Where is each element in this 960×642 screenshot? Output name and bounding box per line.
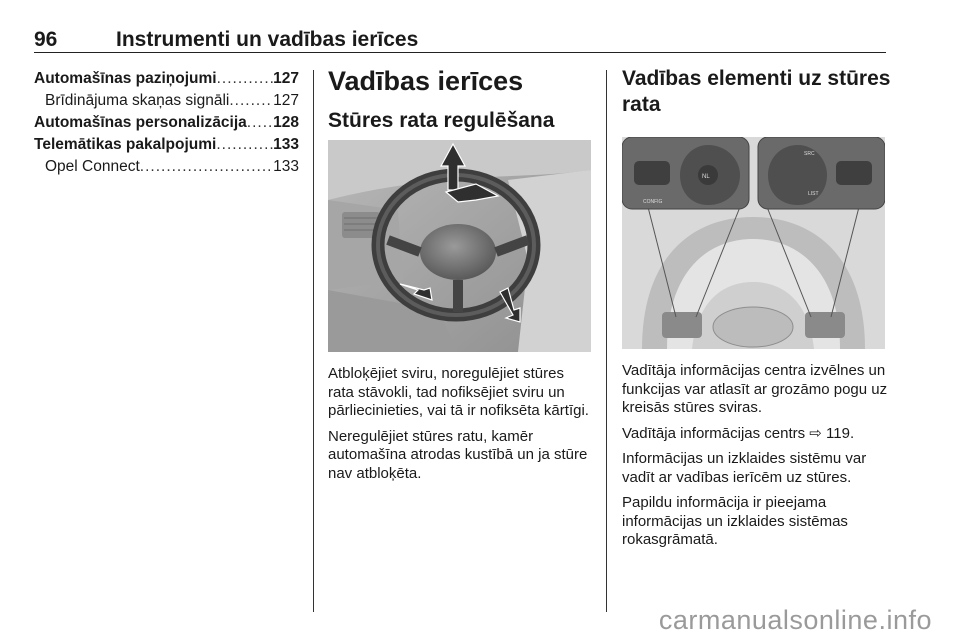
paragraph: Atbloķējiet sviru, noregulējiet stūres rata stāvokli, tad nofiksējiet sviru un pārliecinieties, vai tā ir nofiksēta kārtīgi. (328, 365, 589, 419)
section-wheel-controls (622, 66, 892, 118)
page-header (34, 28, 886, 53)
paragraph: Vadītāja informācijas centra izvēlnes un funkcijas var atlasīt ar grozāmo pogu uz kreisās stūres sviras. (622, 362, 888, 416)
table-of-contents (34, 70, 299, 180)
toc-leader (247, 114, 273, 132)
toc-leader (216, 136, 273, 154)
toc-entry-page: 128 (273, 114, 299, 131)
toc-entry[interactable] (34, 114, 299, 136)
toc-entry-label: Opel Connect (45, 158, 140, 175)
column-divider (606, 70, 607, 612)
toc-entry-label: Automašīnas personalizācija (34, 114, 247, 131)
watermark: carmanualsonline.info (658, 605, 932, 635)
paragraph: Neregulējiet stūres ratu, kamēr automašīna atrodas kustībā un ja stūre nav atbloķēta. (328, 427, 588, 482)
figure-label: NL (702, 174, 710, 180)
column-divider (313, 70, 314, 612)
toc-entry[interactable] (34, 136, 299, 158)
toc-entry-page: 127 (273, 92, 299, 109)
page-title: Instrumenti un vadības ierīces (116, 28, 419, 51)
toc-entry-page: 133 (273, 158, 299, 175)
toc-leader (229, 92, 273, 110)
toc-entry-page: 133 (273, 136, 299, 153)
paragraph: Informācijas un izklaides sistēmu var vadīt ar vadības ierīcēm uz stūres. (622, 450, 867, 486)
toc-leader (217, 70, 274, 88)
wheel-controls-text (622, 362, 890, 557)
steering-adjust-text (328, 365, 593, 490)
paragraph: Vadītāja informācijas centrs ⇨ 119. (622, 424, 855, 442)
figure-label: SRC (804, 151, 815, 157)
section-controls (328, 66, 593, 134)
toc-entry-label: Telemātikas pakalpojumi (34, 136, 217, 153)
toc-entry-label: Automašīnas paziņojumi (34, 70, 217, 87)
figure-label: LIST (808, 191, 819, 197)
toc-entry-page: 127 (273, 70, 299, 87)
toc-leader (140, 158, 273, 176)
paragraph: Papildu informācija ir pieejama informācijas un izklaides sistēmas rokasgrāmatā. (622, 494, 848, 548)
wheel-controls-figure (622, 137, 885, 349)
section-subheading: Stūres rata regulēšana (328, 109, 555, 132)
steering-adjust-figure (328, 140, 591, 352)
section-heading: Vadības ierīces (328, 66, 524, 96)
page-number: 96 (34, 28, 58, 51)
figure-label: CONFIG (643, 199, 663, 205)
toc-entry[interactable] (34, 70, 299, 92)
section-heading: Vadības elementi uz stūres rata (622, 67, 891, 116)
toc-entry[interactable] (34, 158, 299, 180)
toc-entry-label: Brīdinājuma skaņas signāli (45, 92, 230, 109)
toc-entry[interactable] (34, 92, 299, 114)
